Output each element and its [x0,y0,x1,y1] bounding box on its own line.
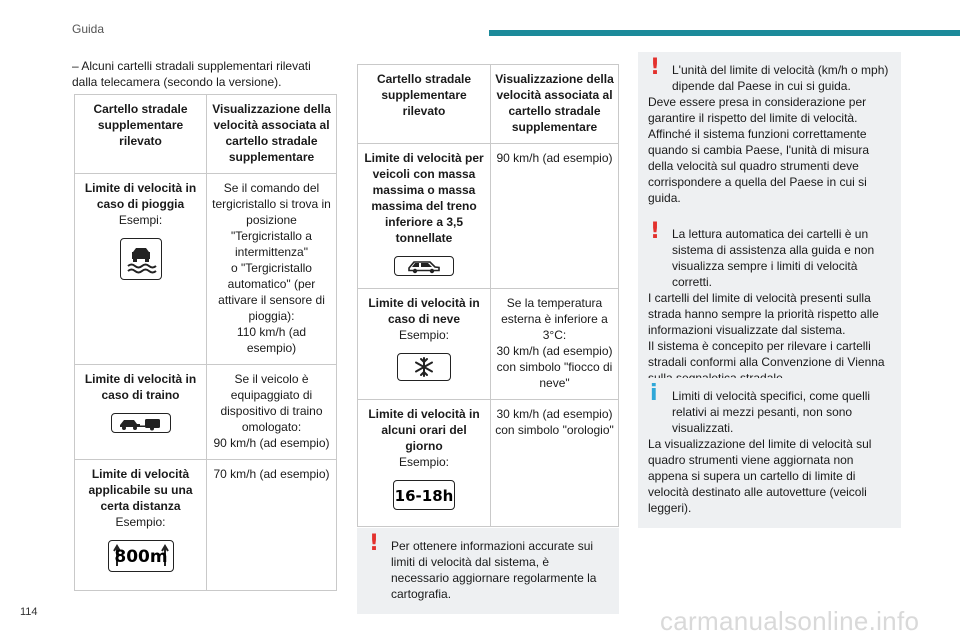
description-line: Se il comando del tergicristallo si trova in posizione "Tergicristallo a intermittenza" [212,181,331,259]
warning-icon: ! [650,55,661,80]
table-cell-description [207,365,337,460]
note-text: Affinché il sistema funzioni correttamente quando si cambia Paese, l'unità di misura della velocità sul quadro strumenti deve corrispondere a quella del Paese in cui si guida. [648,127,870,205]
car-sign-icon [394,256,454,276]
sign-title: Limite di velocità in alcuni orari del giorno [368,407,480,453]
table-header-col1: Cartello stradale supplementare rilevato [75,95,207,174]
table-cell-description [491,400,619,527]
table-row [75,174,337,365]
note-text: Per ottenere informazioni accurate sui limiti di velocità dal sistema, è necessario aggiornare regolarmente la cartografia. [391,539,597,601]
description-line: 110 km/h (ad esempio) [236,325,307,355]
table-header-row [75,95,337,174]
car-trailer-sign-icon [111,413,171,433]
time-sign-text: 16-18h [394,487,454,505]
note-text: La visualizzazione del limite di velocità sul quadro strumenti viene aggiornata non appena si supera un cartello di limite di velocità destinato alle autovetture (veicoli leggeri). [648,437,872,515]
distance-sign-icon [108,540,174,572]
table-header-row [358,65,619,144]
table-row [75,365,337,460]
description-line: con simbolo "fiocco di neve" [496,360,613,390]
description-line: Se il veicolo è equipaggiato di dispositivo di traino omologato: [220,372,323,434]
table-cell-sign [75,365,207,460]
note-text: I cartelli del limite di velocità presenti sulla strada hanno sempre la priorità rispetto alle informazioni visualizzate dal sistema. [648,291,879,337]
signs-table-left [74,94,337,591]
description-line: 90 km/h (ad esempio) [213,436,330,450]
warning-icon: ! [369,531,380,556]
table-header-col1: Cartello stradale supplementare rilevato [358,65,491,144]
table-cell-sign [358,400,491,527]
example-label: Esempio: [115,515,166,529]
warning-icon: ! [650,219,661,244]
note-text: Il sistema è concepito per rilevare i cartelli stradali conformi alla Convenzione di Vienna [648,339,885,369]
table-cell-description [491,144,619,289]
cartography-note [357,528,619,614]
table-cell-sign [358,289,491,400]
table-cell-description [491,289,619,400]
sign-title: Limite di velocità in caso di pioggia [84,181,197,211]
intro-text: – Alcuni cartelli stradali supplementari rilevati dalla telecamera (secondo la versione). [72,59,311,89]
example-label: Esempio: [398,328,450,342]
signs-table-right [357,64,619,527]
sign-title: Limite di velocità applicabile su una certa distanza [88,467,193,513]
description-line: 70 km/h (ad esempio) [213,467,330,481]
example-label: Esempio: [398,455,450,469]
sign-title: Limite di velocità in caso di neve [368,296,480,326]
description-line: Se la temperatura esterna è inferiore a 3°C: [501,296,608,342]
table-cell-description [207,460,337,591]
example-label: Esempi: [118,213,163,227]
time-sign-icon [393,480,455,510]
distance-sign-text: 800m [113,547,168,567]
table-cell-description [207,174,337,365]
page-number: 114 [20,606,38,618]
description-line: con simbolo "orologio" [495,423,614,437]
info-icon: i [650,381,658,406]
sign-title: Limite di velocità per veicoli con massa massima o massa massima del treno inferiore a 3,5 tonnellate [364,151,484,245]
description-line: 30 km/h (ad esempio) [496,407,613,421]
sign-title: Limite di velocità in caso di traino [84,372,197,402]
section-title: Guida [72,22,105,36]
snowflake-sign-icon [397,353,451,381]
note-text: L'unità del limite di velocità (km/h o mph) dipende dal Paese in cui si guida. [672,63,889,93]
description-line: o "Tergicristallo automatico" (per attivare il sensore di pioggia): [218,261,325,323]
table-cell-sign [75,174,207,365]
note-text: La lettura automatica dei cartelli è un sistema di assistenza alla guida e non visualizza sempre i limiti di velocità corretti. [672,227,875,289]
specific-limits-note [638,378,901,528]
table-header-col2: Visualizzazione della velocità associata al cartello stradale supplementare [207,95,337,174]
watermark: carmanualsonline.info [660,606,920,636]
description-line: 30 km/h (ad esempio) [496,344,613,358]
description-line: 90 km/h (ad esempio) [496,151,613,165]
table-cell-sign [75,460,207,591]
rain-road-sign-icon [120,238,162,280]
table-row [358,289,619,400]
sign-reading-note [638,216,901,398]
table-row [75,460,337,591]
note-text: Limiti di velocità specifici, come quelli relativi ai mezzi pesanti, non sono visualizzati. [672,389,871,435]
header-accent-bar [489,30,960,36]
speed-unit-note [638,52,901,218]
table-header-col2: Visualizzazione della velocità associata al cartello stradale supplementare [491,65,619,144]
table-row [358,144,619,289]
table-row [358,400,619,527]
table-cell-sign [358,144,491,289]
note-text: Deve essere presa in considerazione per garantire il rispetto del limite di velocità. [648,95,867,125]
